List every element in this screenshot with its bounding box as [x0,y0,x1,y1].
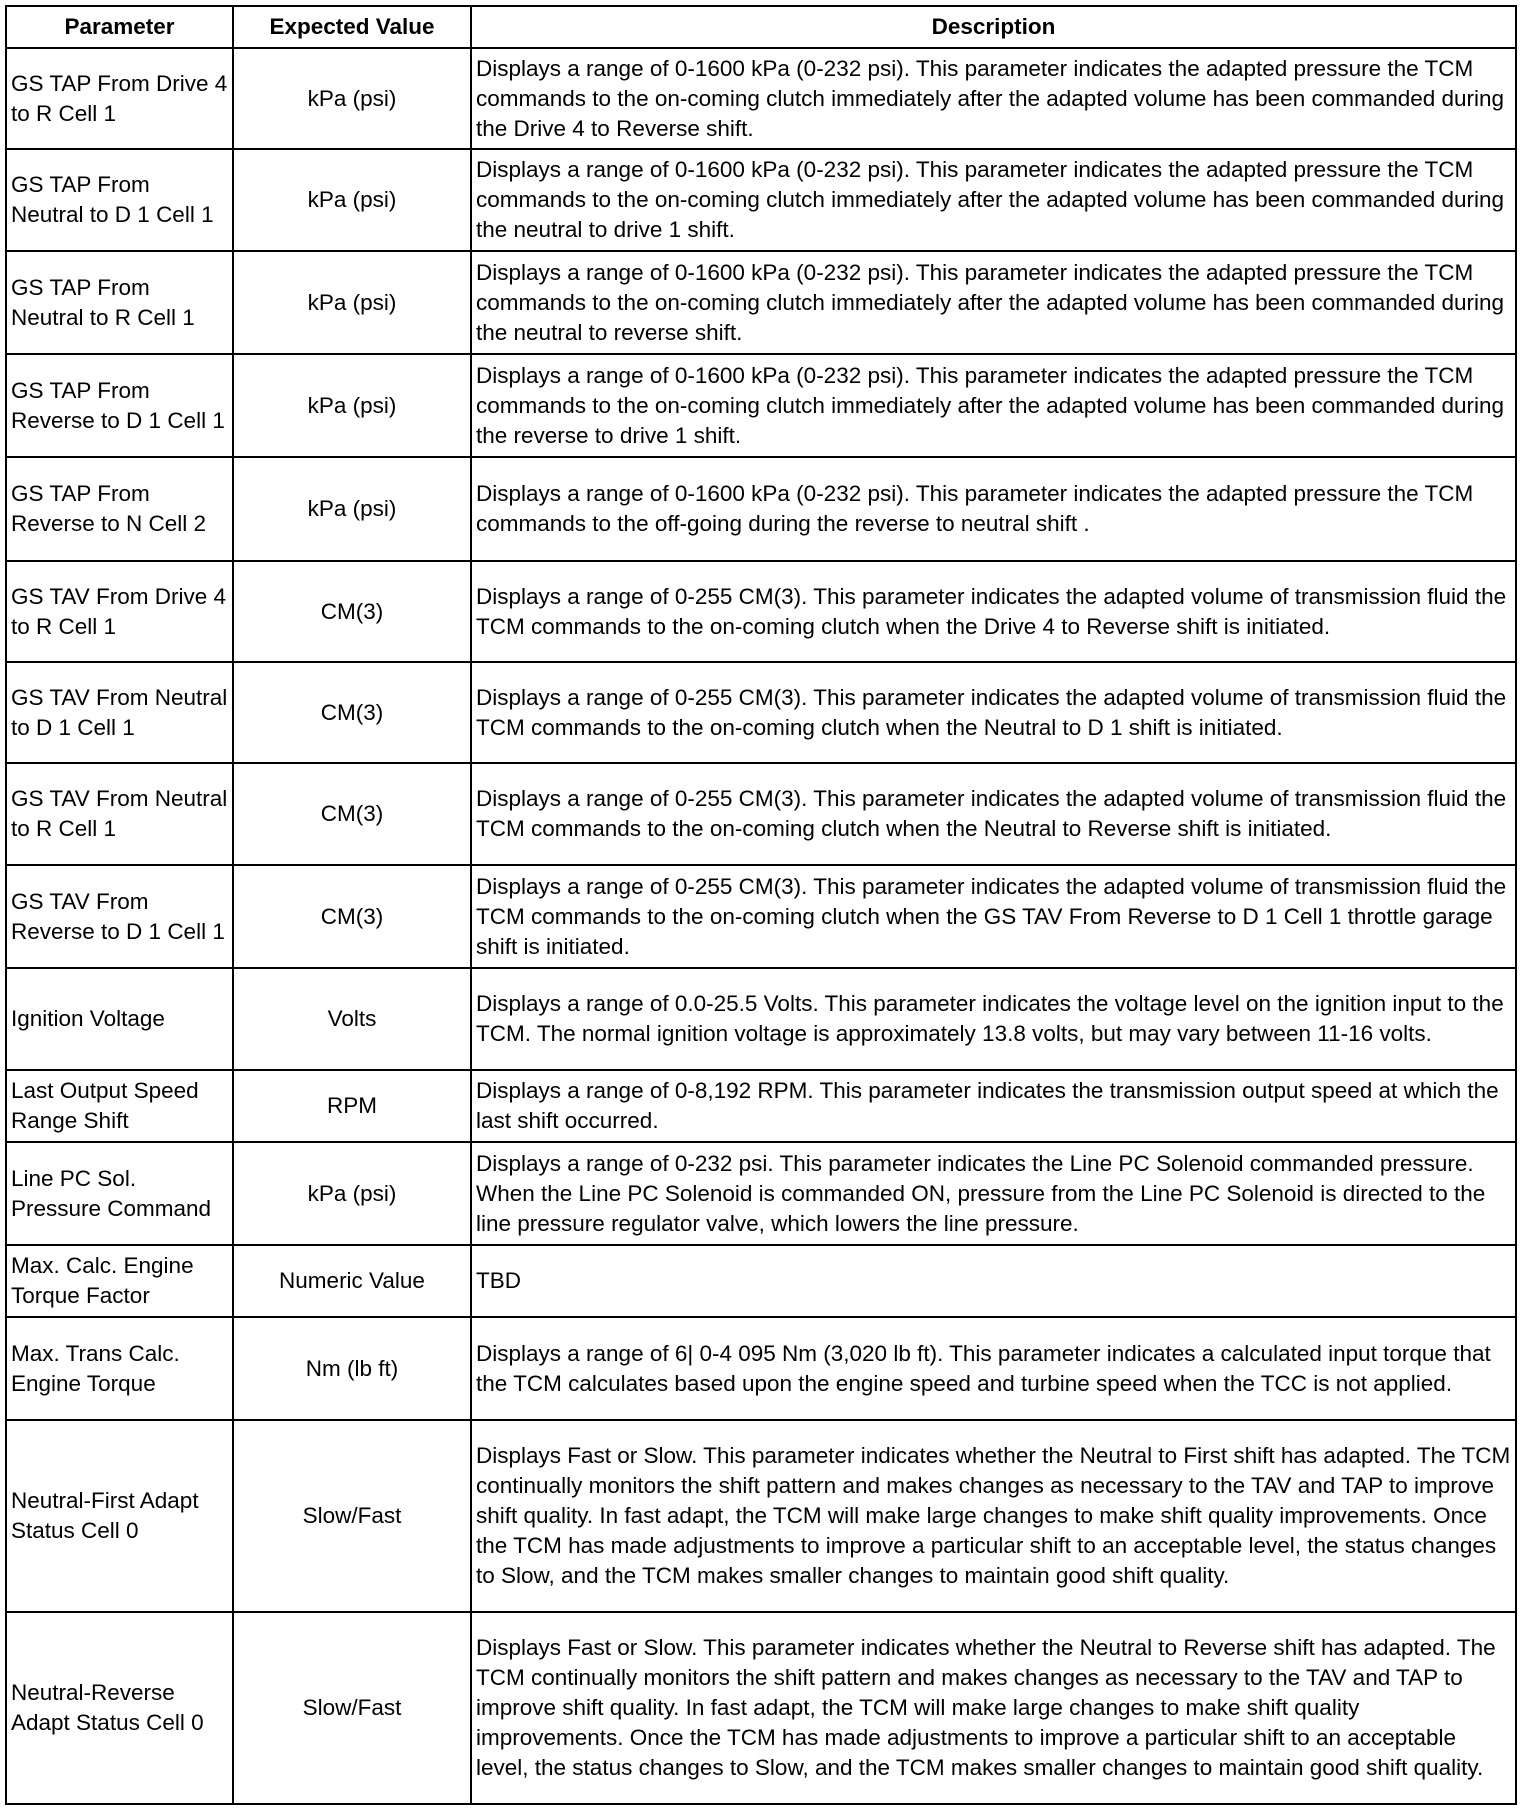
expected-value-cell: CM(3) [233,662,471,763]
description-cell: Displays a range of 0-232 psi. This parameter indicates the Line PC Solenoid commanded pressure. When the Line PC Solenoid is commanded ON, pressure from the Line PC Solenoid is directed to the line pressure regulator valve, which lowers the line pressure. [471,1142,1516,1245]
expected-value-cell: CM(3) [233,763,471,865]
description-cell: Displays a range of 0-1600 kPa (0-232 psi). This parameter indicates the adapted pressure the TCM commands to the on-coming clutch immediately after the adapted volume has been commanded during the neutral to reverse shift. [471,251,1516,354]
parameter-cell: Line PC Sol. Pressure Command [6,1142,233,1245]
description-cell: Displays a range of 0-255 CM(3). This parameter indicates the adapted volume of transmission fluid the TCM commands to the on-coming clutch when the Drive 4 to Reverse shift is initiated. [471,561,1516,662]
expected-value-cell: kPa (psi) [233,1142,471,1245]
description-cell: Displays Fast or Slow. This parameter indicates whether the Neutral to Reverse shift has adapted. The TCM continually monitors the shift pattern and makes changes as necessary to the TAV and TAP to improve shift quality. In fast adapt, the TCM will make large changes to make shift quality improvements. Once the TCM has made adjustments to improve a particular shift to an acceptable level, the status changes to Slow, and the TCM makes smaller changes to maintain good shift quality. [471,1612,1516,1804]
expected-value-cell: kPa (psi) [233,48,471,149]
parameter-cell: GS TAV From Reverse to D 1 Cell 1 [6,865,233,968]
table-row [6,48,1516,149]
description-cell: Displays a range of 6| 0-4 095 Nm (3,020 lb ft). This parameter indicates a calculated input torque that the TCM calculates based upon the engine speed and turbine speed when the TCC is not applied. [471,1317,1516,1420]
table-row [6,457,1516,561]
description-cell: Displays a range of 0-255 CM(3). This parameter indicates the adapted volume of transmission fluid the TCM commands to the on-coming clutch when the Neutral to Reverse shift is initiated. [471,763,1516,865]
parameter-cell: GS TAP From Neutral to R Cell 1 [6,251,233,354]
expected-value-cell: Numeric Value [233,1245,471,1317]
table-row [6,1245,1516,1317]
expected-value-cell: kPa (psi) [233,251,471,354]
expected-value-cell: Volts [233,968,471,1070]
header-description: Description [471,6,1516,48]
parameter-cell: Max. Trans Calc. Engine Torque [6,1317,233,1420]
expected-value-cell: Slow/Fast [233,1612,471,1804]
description-cell: Displays a range of 0-1600 kPa (0-232 psi). This parameter indicates the adapted pressure the TCM commands to the off-going during the reverse to neutral shift . [471,457,1516,561]
description-cell: Displays a range of 0-1600 kPa (0-232 psi). This parameter indicates the adapted pressure the TCM commands to the on-coming clutch immediately after the adapted volume has been commanded during the neutral to drive 1 shift. [471,149,1516,251]
table-row [6,1317,1516,1420]
table-row [6,763,1516,865]
table-row [6,1420,1516,1612]
description-cell: Displays a range of 0-1600 kPa (0-232 psi). This parameter indicates the adapted pressure the TCM commands to the on-coming clutch immediately after the adapted volume has been commanded during the Drive 4 to Reverse shift. [471,48,1516,149]
parameter-cell: Last Output Speed Range Shift [6,1070,233,1142]
description-cell: TBD [471,1245,1516,1317]
parameter-table [5,5,1517,1805]
expected-value-cell: CM(3) [233,865,471,968]
table-row [6,968,1516,1070]
parameter-cell: GS TAV From Neutral to R Cell 1 [6,763,233,865]
expected-value-cell: Nm (lb ft) [233,1317,471,1420]
table-row [6,149,1516,251]
expected-value-cell: Slow/Fast [233,1420,471,1612]
table-row [6,1612,1516,1804]
expected-value-cell: kPa (psi) [233,149,471,251]
parameter-cell: Ignition Voltage [6,968,233,1070]
parameter-cell: GS TAP From Reverse to D 1 Cell 1 [6,354,233,457]
table-row [6,1142,1516,1245]
parameter-cell: GS TAV From Neutral to D 1 Cell 1 [6,662,233,763]
table-row [6,561,1516,662]
header-parameter: Parameter [6,6,233,48]
expected-value-cell: kPa (psi) [233,354,471,457]
parameter-cell: GS TAP From Drive 4 to R Cell 1 [6,48,233,149]
parameter-cell: Neutral-First Adapt Status Cell 0 [6,1420,233,1612]
parameter-cell: GS TAP From Reverse to N Cell 2 [6,457,233,561]
table-row [6,662,1516,763]
expected-value-cell: CM(3) [233,561,471,662]
parameter-cell: Neutral-Reverse Adapt Status Cell 0 [6,1612,233,1804]
table-row [6,251,1516,354]
table-row [6,865,1516,968]
table-row [6,1070,1516,1142]
description-cell: Displays a range of 0-255 CM(3). This parameter indicates the adapted volume of transmission fluid the TCM commands to the on-coming clutch when the Neutral to D 1 shift is initiated. [471,662,1516,763]
parameter-cell: Max. Calc. Engine Torque Factor [6,1245,233,1317]
expected-value-cell: kPa (psi) [233,457,471,561]
description-cell: Displays a range of 0-8,192 RPM. This parameter indicates the transmission output speed at which the last shift occurred. [471,1070,1516,1142]
description-cell: Displays a range of 0.0-25.5 Volts. This parameter indicates the voltage level on the ignition input to the TCM. The normal ignition voltage is approximately 13.8 volts, but may vary between 11-16 volts. [471,968,1516,1070]
header-expected-value: Expected Value [233,6,471,48]
header-row [6,6,1516,48]
parameter-cell: GS TAV From Drive 4 to R Cell 1 [6,561,233,662]
parameter-cell: GS TAP From Neutral to D 1 Cell 1 [6,149,233,251]
expected-value-cell: RPM [233,1070,471,1142]
description-cell: Displays Fast or Slow. This parameter indicates whether the Neutral to First shift has adapted. The TCM continually monitors the shift pattern and makes changes as necessary to the TAV and TAP to improve shift quality. In fast adapt, the TCM will make large changes to make shift quality improvements. Once the TCM has made adjustments to improve a particular shift to an acceptable level, the status changes to Slow, and the TCM makes smaller changes to maintain good shift quality. [471,1420,1516,1612]
description-cell: Displays a range of 0-1600 kPa (0-232 psi). This parameter indicates the adapted pressure the TCM commands to the on-coming clutch immediately after the adapted volume has been commanded during the reverse to drive 1 shift. [471,354,1516,457]
description-cell: Displays a range of 0-255 CM(3). This parameter indicates the adapted volume of transmission fluid the TCM commands to the on-coming clutch when the GS TAV From Reverse to D 1 Cell 1 throttle garage shift is initiated. [471,865,1516,968]
table-row [6,354,1516,457]
